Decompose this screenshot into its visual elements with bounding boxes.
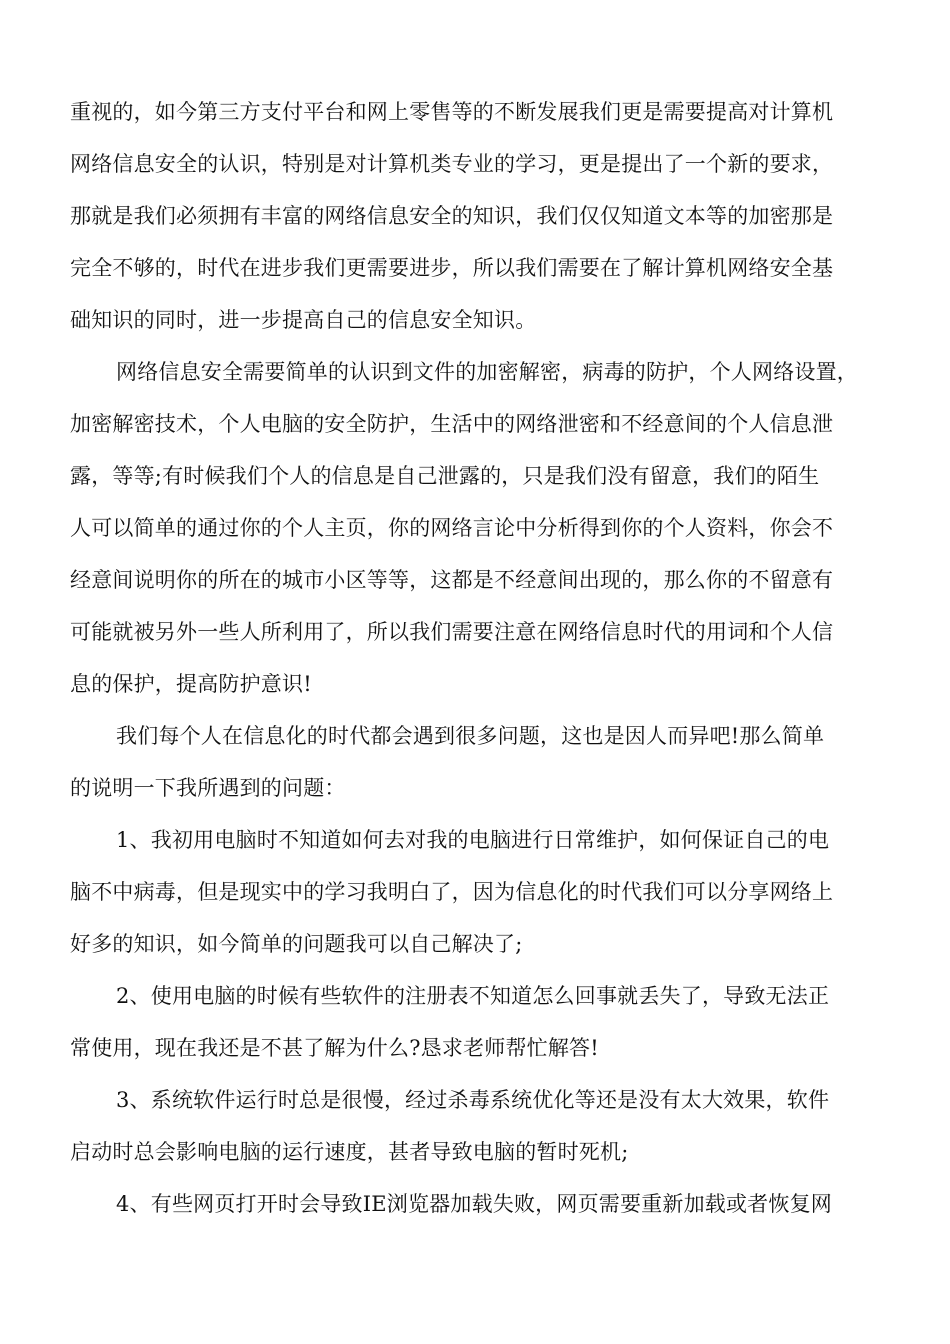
text-line: 3、系统软件运行时总是很慢，经过杀毒系统优化等还是没有太大效果，软件 [116,1088,830,1112]
text-line: 的说明一下我所遇到的问题： [70,776,346,800]
text-line: 加密解密技术，个人电脑的安全防护，生活中的网络泄密和不经意间的个人信息泄 [70,412,834,436]
text-line: 我们每个人在信息化的时代都会遇到很多问题，这也是因人而异吧!那么简单 [116,724,825,748]
text-line: 网络信息安全需要简单的认识到文件的加密解密，病毒的防护，个人网络设置， [116,360,858,384]
text-line: 露，等等;有时候我们个人的信息是自己泄露的，只是我们没有留意，我们的陌生 [70,464,820,488]
text-line: 1、我初用电脑时不知道如何去对我的电脑进行日常维护，如何保证自己的电 [116,828,830,852]
text-line: 重视的，如今第三方支付平台和网上零售等的不断发展我们更是需要提高对计算机 [70,100,834,124]
text-line: 础知识的同时，进一步提高自己的信息安全知识。 [70,308,537,332]
text-line: 脑不中病毒，但是现实中的学习我明白了，因为信息化的时代我们可以分享网络上 [70,880,834,904]
text-line: 息的保护，提高防护意识! [70,672,312,696]
text-line: 好多的知识，如今简单的问题我可以自己解决了; [70,932,523,956]
text-line: 那就是我们必须拥有丰富的网络信息安全的知识，我们仅仅知道文本等的加密那是 [70,204,834,228]
text-line: 2、使用电脑的时候有些软件的注册表不知道怎么回事就丢失了，导致无法正 [116,984,830,1008]
text-line: 完全不够的，时代在进步我们更需要进步，所以我们需要在了解计算机网络安全基 [70,256,834,280]
text-line: 经意间说明你的所在的城市小区等等，这都是不经意间出现的，那么你的不留意有 [70,568,834,592]
text-line: 人可以简单的通过你的个人主页，你的网络言论中分析得到你的个人资料，你会不 [70,516,834,540]
text-line: 可能就被另外一些人所利用了，所以我们需要注意在网络信息时代的用词和个人信 [70,620,834,644]
text-line: 4、有些网页打开时会导致IE浏览器加载失败，网页需要重新加载或者恢复网 [116,1192,832,1216]
text-line: 网络信息安全的认识，特别是对计算机类专业的学习，更是提出了一个新的要求， [70,152,834,176]
text-line: 常使用，现在我还是不甚了解为什么?恳求老师帮忙解答! [70,1036,599,1060]
text-line: 启动时总会影响电脑的运行速度，甚者导致电脑的暂时死机; [70,1140,629,1164]
